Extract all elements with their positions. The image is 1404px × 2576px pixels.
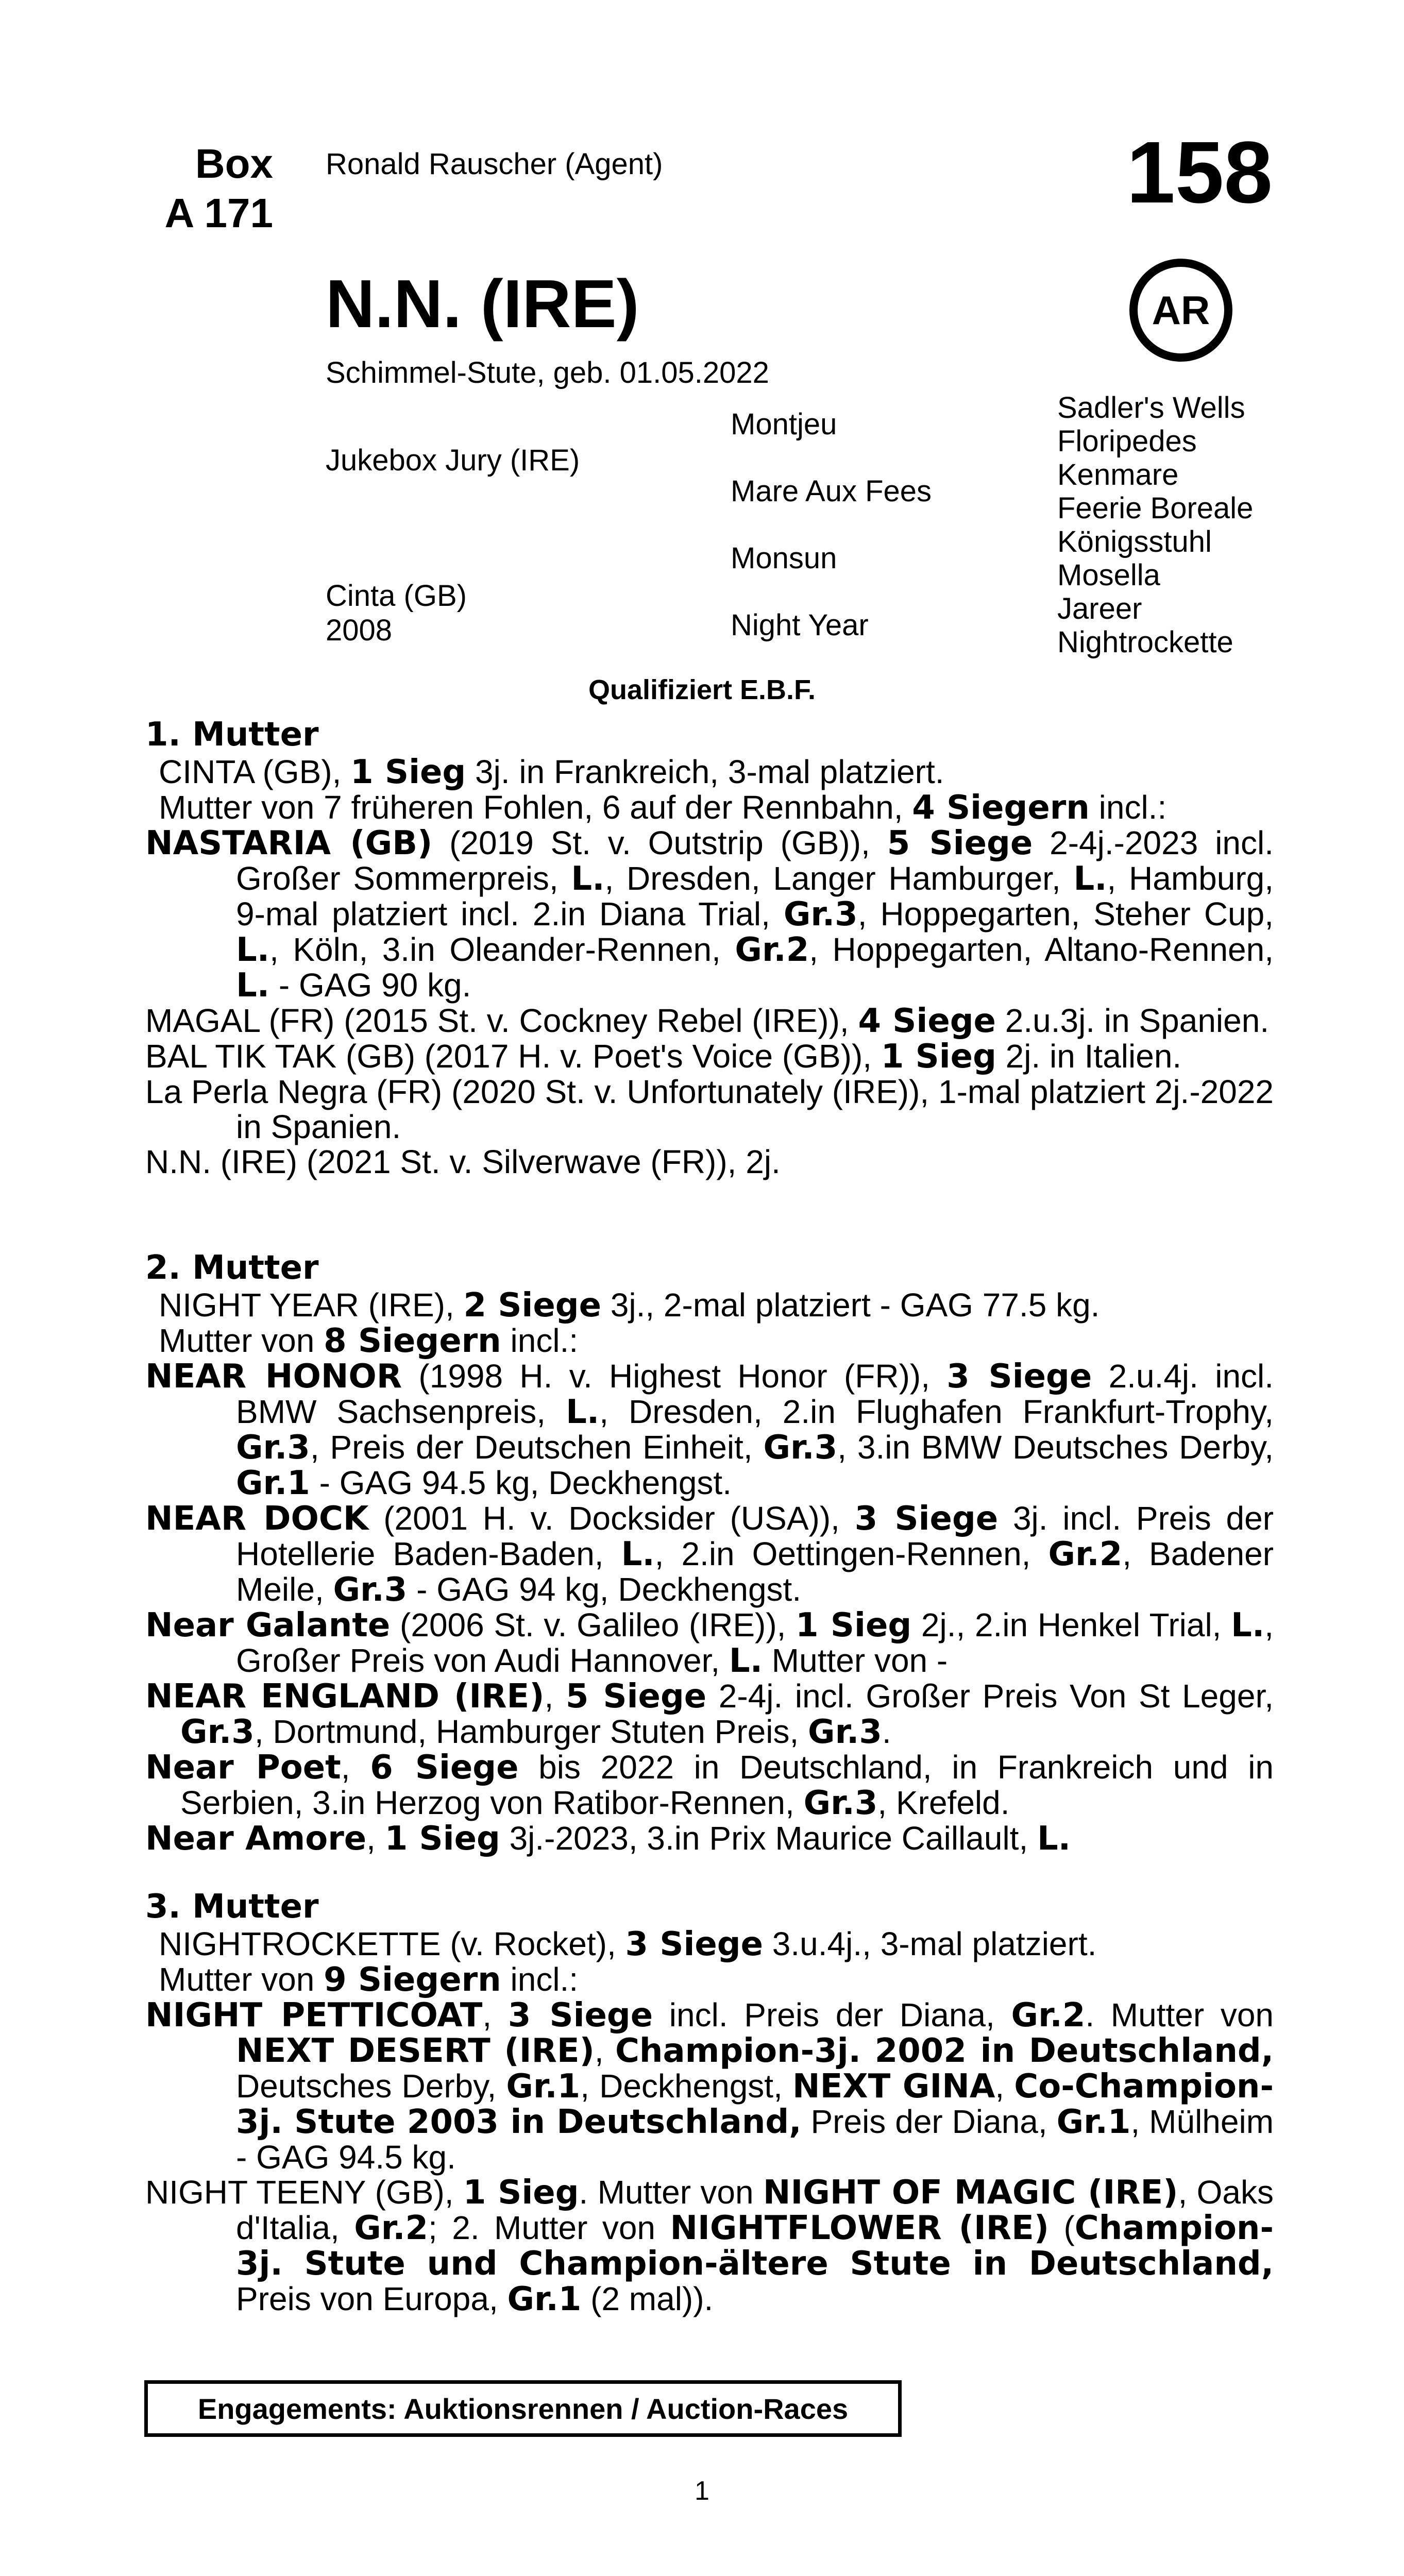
section-mutter-2: [145, 1249, 1274, 1856]
ar-badge-label: AR: [1152, 287, 1210, 333]
pedigree-grandparent: Montjeu: [731, 408, 837, 441]
pedigree-grandparent: Night Year: [731, 608, 869, 642]
dam-record: NIGHT YEAR (IRE), 2 Siege 3j., 2-mal platziert - GAG 77.5 kg.: [159, 1286, 1100, 1325]
lot-number: 158: [1126, 124, 1273, 222]
list-item: MAGAL (FR) (2015 St. v. Cockney Rebel (IRE)), 4 Siege 2.u.3j. in Spanien.: [145, 1002, 1270, 1040]
section-mutter-3: [145, 1888, 1274, 2317]
produce-summary: Mutter von 9 Siegern incl.:: [159, 1961, 579, 1999]
box-label-line1: Box: [195, 141, 273, 187]
pedigree-great-grandparent: Floripedes: [1057, 425, 1197, 458]
agent-name: Ronald Rauscher (Agent): [326, 147, 663, 181]
list-item: NEAR DOCK (2001 H. v. Docksider (USA)), 3 Siege 3j. incl. Preis der Hotellerie Baden-Baden, L., 2.in Oettingen-Rennen, Gr.2, Badener Meile, Gr.3 - GAG 94 kg, Deckhengst.: [145, 1500, 1274, 1609]
list-item-sub: NEAR ENGLAND (IRE), 5 Siege 2-4j. incl. Großer Preis Von St Leger, Gr.3, Dortmund, Hamburger Stuten Preis, Gr.3.: [145, 1677, 1274, 1751]
dam-record: CINTA (GB), 1 Sieg 3j. in Frankreich, 3-mal platziert.: [159, 753, 944, 791]
list-item: N.N. (IRE) (2021 St. v. Silverwave (FR)), 2j.: [145, 1143, 781, 1180]
produce-summary: Mutter von 8 Siegern incl.:: [159, 1322, 579, 1360]
engagements-label: Engagements: Auktionsrennen / Auction-Races: [197, 2392, 849, 2425]
box-label: [155, 139, 273, 238]
pedigree-grandparent: Monsun: [731, 541, 837, 575]
dam-record: NIGHTROCKETTE (v. Rocket), 3 Siege 3.u.4j., 3-mal platziert.: [159, 1925, 1097, 1963]
pedigree-great-grandparent: Feerie Boreale: [1057, 492, 1254, 525]
horse-description: Schimmel-Stute, geb. 01.05.2022: [326, 356, 769, 389]
list-item: NIGHT TEENY (GB), 1 Sieg. Mutter von NIGHT OF MAGIC (IRE), Oaks d'Italia, Gr.2; 2. Mutter von NIGHTFLOWER (IRE) (Champion-3j. Stute und Champion-ältere Stute in Deutschland, Preis von Europa, Gr.1 (2 mal)).: [145, 2174, 1274, 2318]
qualification: Qualifiziert E.B.F.: [588, 674, 816, 705]
section-heading: 2. Mutter: [145, 1249, 319, 1287]
pedigree-dam-year: 2008: [326, 614, 393, 647]
list-item: Near Galante (2006 St. v. Galileo (IRE)), 1 Sieg 2j., 2.in Henkel Trial, L., Großer Preis von Audi Hannover, L. Mutter von -: [145, 1606, 1274, 1680]
engagements-box: [144, 2380, 902, 2437]
section-mutter-1: [145, 716, 1274, 1179]
list-item: BAL TIK TAK (GB) (2017 H. v. Poet's Voice (GB)), 1 Sieg 2j. in Italien.: [145, 1038, 1182, 1076]
section-heading: 1. Mutter: [145, 716, 319, 754]
page-number: 1: [695, 2476, 709, 2506]
list-item-sub: Near Poet, 6 Siege bis 2022 in Deutschland, in Frankreich und in Serbien, 3.in Herzog von Ratibor-Rennen, Gr.3, Krefeld.: [145, 1749, 1274, 1822]
pedigree-grandparent: Mare Aux Fees: [731, 474, 932, 508]
pedigree-great-grandparent: Kenmare: [1057, 458, 1179, 492]
list-item-sub: Near Amore, 1 Sieg 3j.-2023, 3.in Prix Maurice Caillault, L.: [145, 1820, 1071, 1858]
horse-name: N.N. (IRE): [326, 266, 639, 342]
pedigree-great-grandparent: Königsstuhl: [1057, 525, 1212, 558]
box-label-line2: A 171: [164, 190, 273, 236]
pedigree-sire: Jukebox Jury (IRE): [326, 444, 580, 477]
pedigree-great-grandparent: Jareer: [1057, 592, 1142, 625]
list-item: La Perla Negra (FR) (2020 St. v. Unfortunately (IRE)), 1-mal platziert 2j.-2022 in Spanien.: [145, 1073, 1274, 1145]
list-item: NASTARIA (GB) (2019 St. v. Outstrip (GB)), 5 Siege 2-4j.-2023 incl. Großer Sommerpreis, L., Dresden, Langer Hamburger, L., Hamburg, 9-mal platziert incl. 2.in Diana Trial, Gr.3, Hoppegarten, Steher Cup, L., Köln, 3.in Oleander-Rennen, Gr.2, Hoppegarten, Altano-Rennen, L. - GAG 90 kg.: [145, 824, 1274, 1005]
list-item: NEAR HONOR (1998 H. v. Highest Honor (FR)), 3 Siege 2.u.4j. incl. BMW Sachsenpreis, L., Dresden, 2.in Flughafen Frankfurt-Trophy, Gr.3, Preis der Deutschen Einheit, Gr.3, 3.in BMW Deutsches Derby, Gr.1 - GAG 94.5 kg, Deckhengst.: [145, 1358, 1274, 1502]
section-heading: 3. Mutter: [145, 1888, 319, 1926]
ar-badge-icon: [1129, 259, 1232, 362]
pedigree-great-grandparent: Nightrockette: [1057, 625, 1233, 659]
list-item: NIGHT PETTICOAT, 3 Siege incl. Preis der Diana, Gr.2. Mutter von NEXT DESERT (IRE), Champion-3j. 2002 in Deutschland, Deutsches Derby, Gr.1, Deckhengst, NEXT GINA, Co-Champion-3j. Stute 2003 in Deutschland, Preis der Diana, Gr.1, Mülheim - GAG 94.5 kg.: [145, 1996, 1274, 2176]
pedigree-dam: Cinta (GB): [326, 579, 467, 613]
produce-summary: Mutter von 7 früheren Fohlen, 6 auf der Rennbahn, 4 Siegern incl.:: [159, 789, 1167, 827]
pedigree-great-grandparent: Mosella: [1057, 558, 1160, 592]
pedigree-great-grandparent: Sadler's Wells: [1057, 391, 1245, 425]
